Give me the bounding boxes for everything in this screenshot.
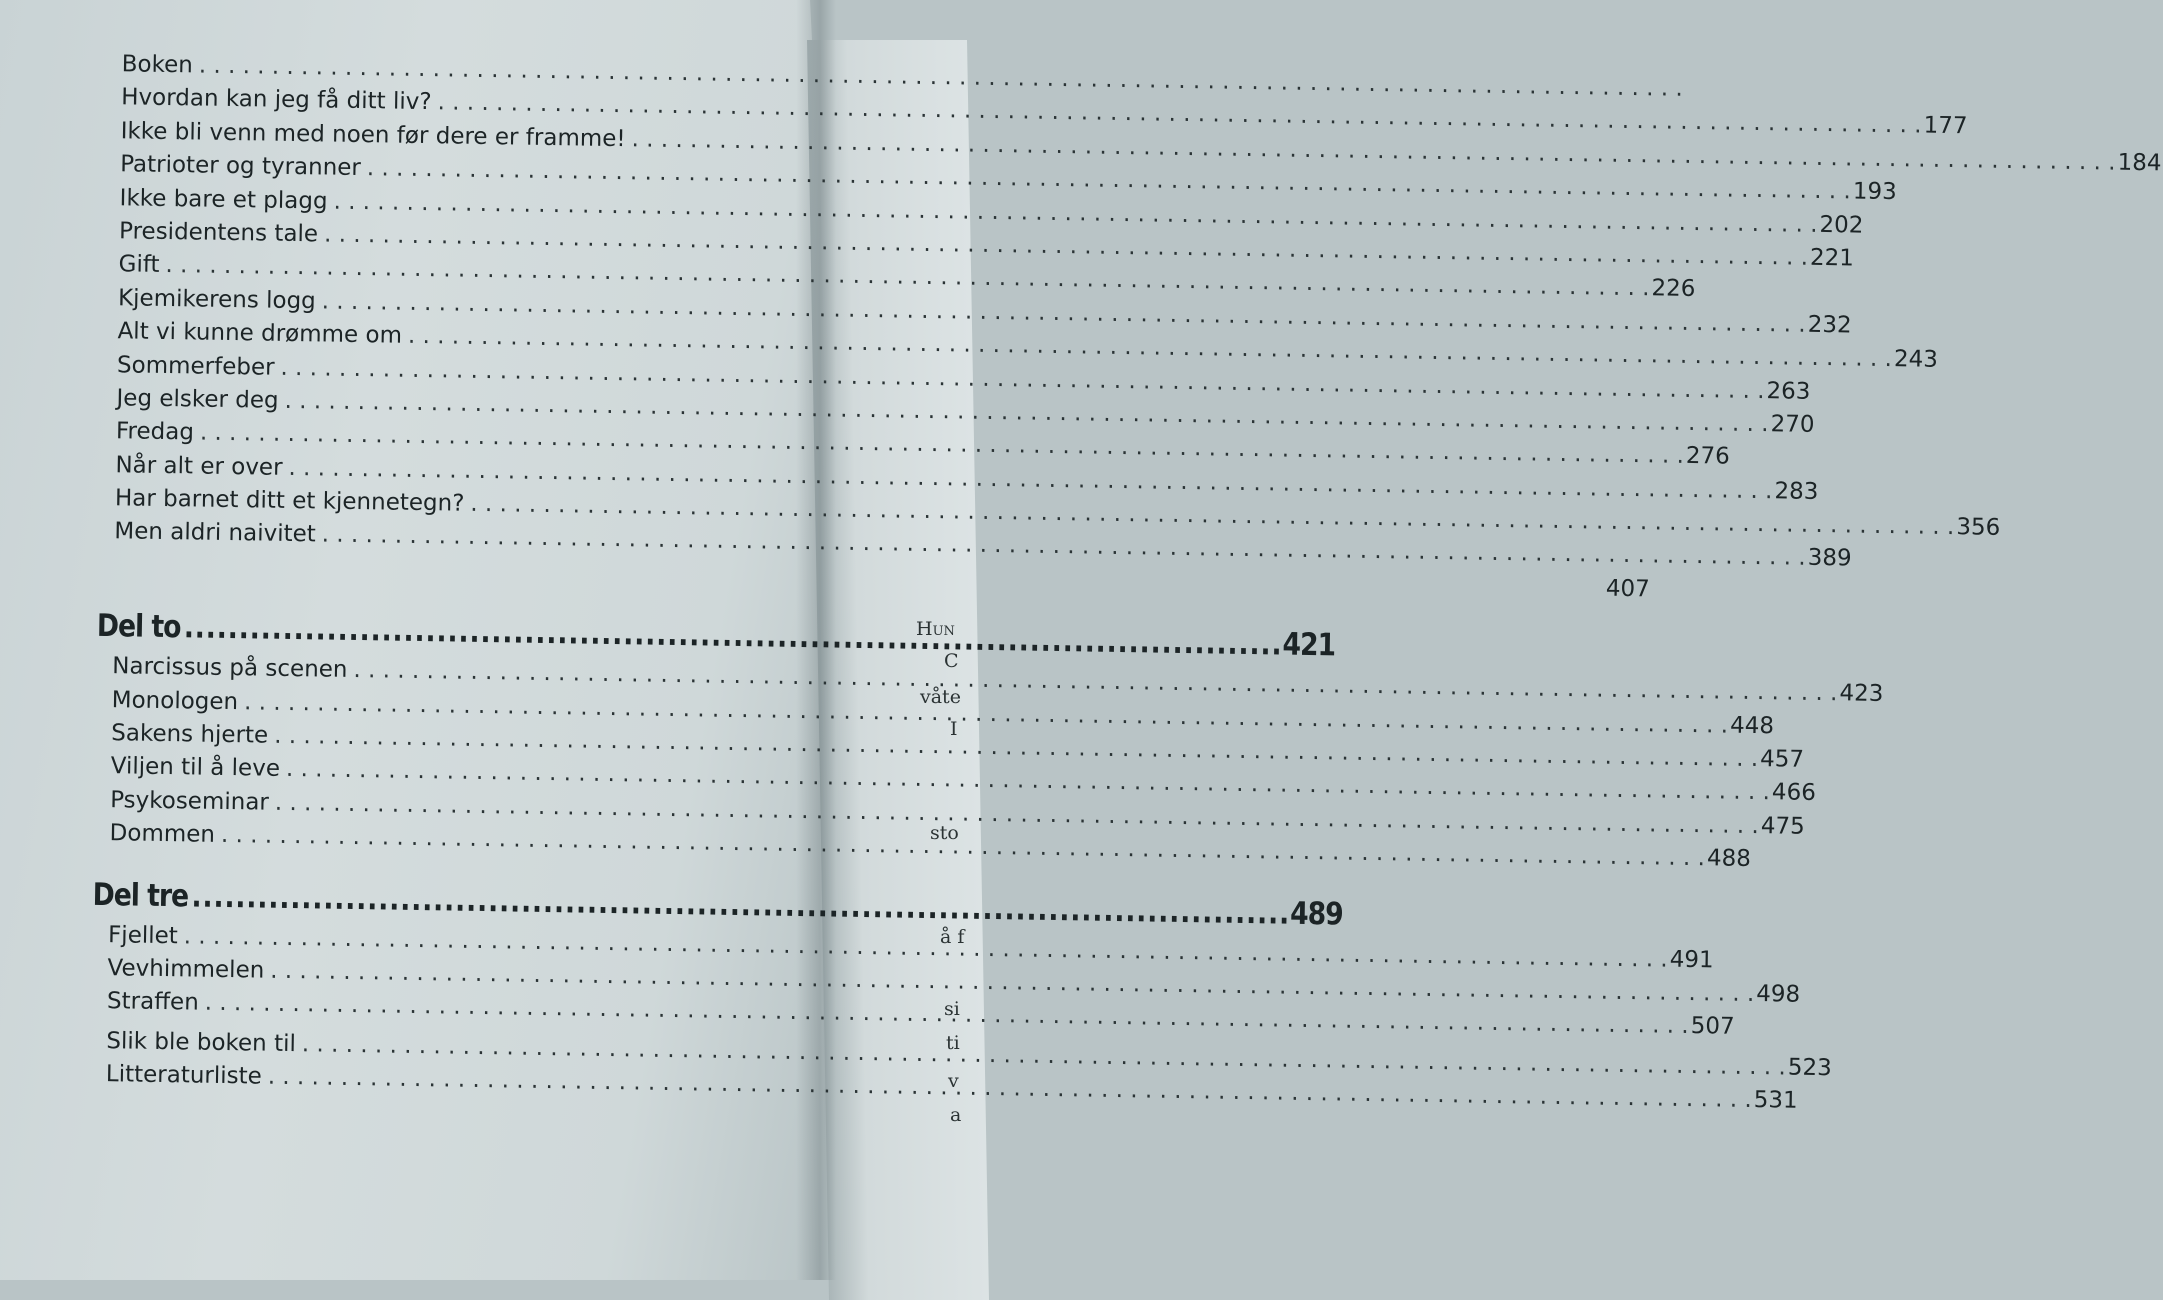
toc-entry-title: Vevhimmelen: [107, 955, 265, 984]
toc-entry-page: 531: [1753, 1087, 1798, 1114]
toc-entry: Boken . . .: [105, 48, 761, 92]
toc-entry: Fredag . . . 276: [100, 415, 756, 459]
right-page-text: I: [950, 718, 958, 740]
toc-entry-page: 523: [1787, 1054, 1832, 1081]
part-title: Del to: [96, 608, 181, 646]
toc-entry-title: Straffen: [106, 988, 199, 1016]
toc-entry-page: 457: [1759, 746, 1805, 773]
toc-entry: Jeg elsker deg . . . 270: [100, 382, 756, 426]
right-page-text: våte: [920, 686, 961, 708]
toc-entry-page: 466: [1771, 779, 1817, 807]
toc-entry-title: Slik ble boken til: [106, 1027, 297, 1057]
toc-entry-title: Sakens hjerte: [111, 720, 269, 749]
toc-entry: Gift . . . 226: [102, 248, 758, 292]
toc-entry-page: 448: [1729, 712, 1775, 739]
right-page-text: si: [944, 998, 960, 1020]
toc-entry: Alt vi kunne drømme om . . . 243: [101, 315, 757, 359]
right-page-text: C: [944, 650, 959, 672]
part-title: Del tre: [92, 876, 189, 914]
toc-entry: Når alt er over . . . 283: [99, 449, 755, 493]
part-page: 489: [1289, 895, 1344, 933]
toc-entry: Patrioter og tyranner . . . 193: [104, 148, 760, 192]
part-page: 421: [1282, 626, 1336, 664]
toc-entry: Hvordan kan jeg få ditt liv? . . . 177: [105, 81, 761, 125]
right-page-text: v: [948, 1070, 959, 1092]
toc-entry: Men aldri naivitet . . . 389: [98, 515, 754, 559]
right-page-text: ti: [946, 1032, 960, 1054]
toc-entry: 407: [1605, 575, 1650, 603]
right-page-text: Hun: [916, 618, 955, 640]
toc-entry-page: 475: [1760, 812, 1805, 840]
toc-entry: Kjemikerens logg . . . 232: [102, 282, 758, 326]
right-page-text: sto: [930, 822, 959, 844]
toc-entry-page: 491: [1669, 946, 1714, 973]
toc-entry-page: 488: [1706, 845, 1752, 873]
toc-entry: Sommerfeber . . . 263: [101, 348, 757, 392]
right-page-text: a: [950, 1104, 962, 1126]
toc-entry-title: Dommen: [109, 820, 216, 849]
toc-entry: Ikke bare et plagg . . . 202: [103, 182, 759, 226]
toc-part1-list: [98, 48, 2162, 603]
toc-entry-page: 507: [1690, 1013, 1735, 1041]
toc-entry-title: Monologen: [111, 686, 239, 715]
toc-entry-title: Psykoseminar: [109, 786, 270, 816]
toc-entry: Presidentens tale . . . 221: [103, 215, 759, 259]
right-page-text: å f: [940, 926, 965, 948]
toc-entry-title: Narcissus på scenen: [112, 653, 348, 684]
toc-entry: Har barnet ditt et kjennetegn? . . . 356: [99, 482, 755, 526]
toc-entry-title: Viljen til å leve: [110, 753, 281, 783]
toc-entry-page: 498: [1756, 981, 1801, 1008]
toc-entry-title: Fjellet: [107, 921, 178, 949]
toc-entry-title: Litteraturliste: [105, 1061, 263, 1090]
toc-entry-page: 423: [1839, 680, 1884, 708]
toc-entry: Ikke bli venn med noen før dere er framme! . . . 184: [104, 115, 760, 159]
